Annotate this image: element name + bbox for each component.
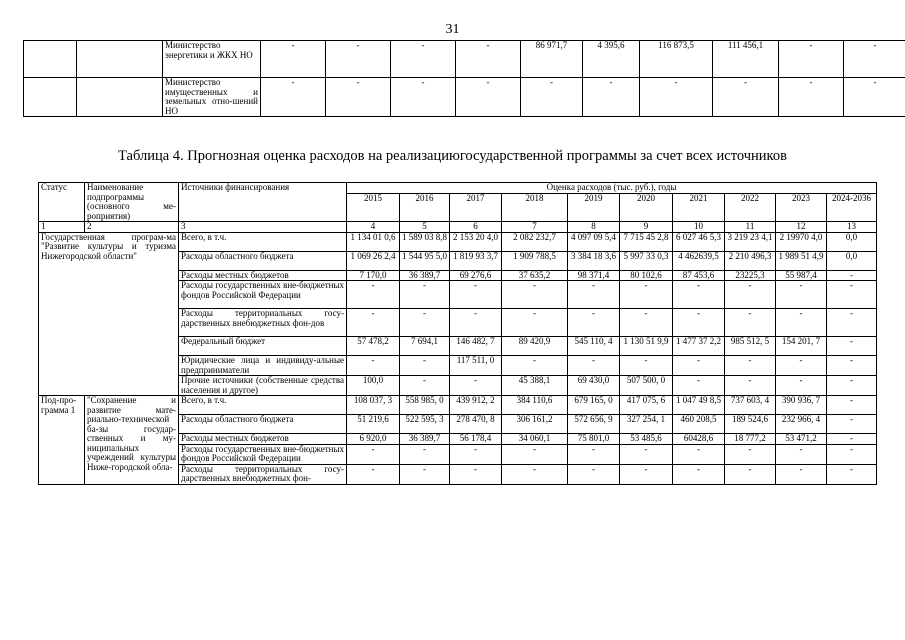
empty-cell bbox=[77, 41, 163, 78]
expense-value: - bbox=[673, 464, 725, 484]
expense-value: 36 389,7 bbox=[400, 434, 450, 445]
subprogram-name: "Сохранение и развитие мате-риально-технической ба-зы государ-ственных и му-ниципальных учреждений культуры Ниже-городской обла- bbox=[85, 396, 179, 485]
expense-value: - bbox=[827, 464, 877, 484]
column-number: 11 bbox=[725, 222, 776, 233]
expense-value: 0,0 bbox=[827, 232, 877, 251]
value-cell: - bbox=[391, 41, 456, 78]
expense-value: - bbox=[568, 356, 620, 376]
expense-value: - bbox=[568, 444, 620, 464]
empty-cell bbox=[77, 78, 163, 117]
expense-value: 1 134 01 0,6 bbox=[347, 232, 400, 251]
expense-value: - bbox=[620, 444, 673, 464]
expense-value: - bbox=[347, 444, 400, 464]
column-number: 6 bbox=[450, 222, 502, 233]
expense-value: 7 715 45 2,8 bbox=[620, 232, 673, 251]
expense-value: 51 219,6 bbox=[347, 415, 400, 434]
expense-value: 522 595, 3 bbox=[400, 415, 450, 434]
expense-value: 53 471,2 bbox=[776, 434, 827, 445]
value-cell: - bbox=[779, 41, 844, 78]
expense-value: - bbox=[827, 309, 877, 337]
expense-value: - bbox=[347, 356, 400, 376]
expense-value: 1 909 788,5 bbox=[502, 251, 568, 270]
ministry-label: Министерство имущественных и земельных отно-шений НО bbox=[163, 78, 261, 117]
year-header: 2022 bbox=[725, 193, 776, 221]
expense-value: - bbox=[725, 464, 776, 484]
expense-value: - bbox=[827, 281, 877, 309]
expense-value: - bbox=[450, 444, 502, 464]
value-cell: - bbox=[456, 41, 521, 78]
value-cell: - bbox=[713, 78, 779, 117]
expense-value: - bbox=[827, 337, 877, 356]
expense-value: 679 165, 0 bbox=[568, 396, 620, 415]
expense-value: - bbox=[620, 281, 673, 309]
expense-value: - bbox=[776, 309, 827, 337]
page-number: 31 bbox=[445, 22, 460, 37]
expense-value: 390 936, 7 bbox=[776, 396, 827, 415]
expense-value: 60428,6 bbox=[673, 434, 725, 445]
expense-value: - bbox=[673, 281, 725, 309]
expense-value: 69 276,6 bbox=[450, 270, 502, 281]
expense-value: 80 102,6 bbox=[620, 270, 673, 281]
expense-value: 2 082 232,7 bbox=[502, 232, 568, 251]
value-cell: - bbox=[844, 78, 905, 117]
value-cell: - bbox=[326, 41, 391, 78]
expense-value: 37 635,2 bbox=[502, 270, 568, 281]
forecast-row bbox=[39, 396, 877, 415]
year-header: 2015 bbox=[347, 193, 400, 221]
expense-value: 1 069 26 2,4 bbox=[347, 251, 400, 270]
column-number: 4 bbox=[347, 222, 400, 233]
column-number: 12 bbox=[776, 222, 827, 233]
header-status: Статус bbox=[39, 183, 85, 222]
year-header: 2023 bbox=[776, 193, 827, 221]
expense-value: 4 097 09 5,4 bbox=[568, 232, 620, 251]
expense-value: - bbox=[400, 356, 450, 376]
expense-value: 507 500, 0 bbox=[620, 376, 673, 396]
column-number: 2 bbox=[85, 222, 179, 233]
year-header: 2018 bbox=[502, 193, 568, 221]
column-number: 7 bbox=[502, 222, 568, 233]
funding-source: Юридические лица и индивиду-альные предприниматели bbox=[179, 356, 347, 376]
expense-value: - bbox=[400, 281, 450, 309]
funding-source: Расходы территориальных госу-дарственных внебюджетных фон- bbox=[179, 464, 347, 484]
expense-value: - bbox=[620, 464, 673, 484]
top-table-row bbox=[24, 78, 905, 117]
expense-value: 117 511, 0 bbox=[450, 356, 502, 376]
funding-source: Всего, в т.ч. bbox=[179, 232, 347, 251]
expense-value: 4 462639,5 bbox=[673, 251, 725, 270]
expense-value: 7 694,1 bbox=[400, 337, 450, 356]
expense-value: 439 912, 2 bbox=[450, 396, 502, 415]
expense-value: 89 420,9 bbox=[502, 337, 568, 356]
expense-value: 6 920,0 bbox=[347, 434, 400, 445]
expense-value: - bbox=[620, 309, 673, 337]
top-table-row bbox=[24, 41, 905, 78]
expense-value: - bbox=[827, 415, 877, 434]
expense-value: - bbox=[450, 464, 502, 484]
expense-value: - bbox=[673, 444, 725, 464]
year-header: 2020 bbox=[620, 193, 673, 221]
expense-value: 232 966, 4 bbox=[776, 415, 827, 434]
value-cell: - bbox=[261, 78, 326, 117]
expense-value: 34 060,1 bbox=[502, 434, 568, 445]
value-cell: 111 456,1 bbox=[713, 41, 779, 78]
expense-value: 36 389,7 bbox=[400, 270, 450, 281]
column-number: 8 bbox=[568, 222, 620, 233]
expense-value: - bbox=[673, 356, 725, 376]
expense-value: 2 210 496,3 bbox=[725, 251, 776, 270]
forecast-table bbox=[38, 182, 877, 485]
expense-value: - bbox=[776, 376, 827, 396]
expense-value: 189 524,6 bbox=[725, 415, 776, 434]
expense-value: 1 544 95 5,0 bbox=[400, 251, 450, 270]
expense-value: 108 037, 3 bbox=[347, 396, 400, 415]
expense-value: 460 208,5 bbox=[673, 415, 725, 434]
expense-value: - bbox=[400, 376, 450, 396]
expense-value: - bbox=[725, 444, 776, 464]
expense-value: 278 470, 8 bbox=[450, 415, 502, 434]
column-number: 3 bbox=[179, 222, 347, 233]
expense-value: 57 478,2 bbox=[347, 337, 400, 356]
expense-value: - bbox=[502, 444, 568, 464]
expense-value: - bbox=[347, 281, 400, 309]
funding-source: Расходы государственных вне-бюджетных фондов Российской Федерации bbox=[179, 281, 347, 309]
expense-value: 737 603, 4 bbox=[725, 396, 776, 415]
column-number: 5 bbox=[400, 222, 450, 233]
value-cell: - bbox=[326, 78, 391, 117]
column-number: 9 bbox=[620, 222, 673, 233]
year-header: 2021 bbox=[673, 193, 725, 221]
value-cell: - bbox=[521, 78, 583, 117]
expense-value: 1 047 49 8,5 bbox=[673, 396, 725, 415]
expense-value: 572 656, 9 bbox=[568, 415, 620, 434]
expense-value: 327 254, 1 bbox=[620, 415, 673, 434]
expense-value: 18 777,2 bbox=[725, 434, 776, 445]
empty-cell bbox=[24, 41, 77, 78]
funding-source: Расходы местных бюджетов bbox=[179, 270, 347, 281]
expense-value: 146 482, 7 bbox=[450, 337, 502, 356]
value-cell: - bbox=[779, 78, 844, 117]
expense-value: - bbox=[776, 356, 827, 376]
expense-value: 417 075, 6 bbox=[620, 396, 673, 415]
funding-source: Прочие источники (собственные средства населения и другое) bbox=[179, 376, 347, 396]
expense-value: 1 589 03 8,8 bbox=[400, 232, 450, 251]
funding-source: Расходы областного бюджета bbox=[179, 251, 347, 270]
expense-value: 7 170,0 bbox=[347, 270, 400, 281]
expense-value: 69 430,0 bbox=[568, 376, 620, 396]
table-title: Таблица 4. Прогнозная оценка расходов на реализациюгосударственной программы за счет всех источников bbox=[118, 148, 787, 164]
funding-source: Всего, в т.ч. bbox=[179, 396, 347, 415]
funding-source: Расходы территориальных госу-дарственных внебюджетных фон-дов bbox=[179, 309, 347, 337]
expense-value: 558 985, 0 bbox=[400, 396, 450, 415]
expense-value: - bbox=[568, 281, 620, 309]
expense-value: 87 453,6 bbox=[673, 270, 725, 281]
expense-value: - bbox=[502, 281, 568, 309]
subprogram-status: Под-про-грамма 1 bbox=[39, 396, 85, 485]
value-cell: - bbox=[261, 41, 326, 78]
header-name: Наименование подпрограммы (основного ме-роприятия) bbox=[85, 183, 179, 222]
expense-value: 98 371,4 bbox=[568, 270, 620, 281]
value-cell: 116 873,5 bbox=[640, 41, 713, 78]
expense-value: - bbox=[725, 356, 776, 376]
expense-value: - bbox=[400, 464, 450, 484]
forecast-row bbox=[39, 232, 877, 251]
expense-value: - bbox=[620, 356, 673, 376]
expense-value: 53 485,6 bbox=[620, 434, 673, 445]
expense-value: 3 219 23 4,1 bbox=[725, 232, 776, 251]
header-sources: Источники финансирования bbox=[179, 183, 347, 222]
value-cell: 86 971,7 bbox=[521, 41, 583, 78]
header-estimate: Оценка расходов (тыс. руб.), годы bbox=[347, 183, 877, 194]
expense-value: - bbox=[827, 356, 877, 376]
expense-value: 2 153 20 4,0 bbox=[450, 232, 502, 251]
expense-value: - bbox=[450, 281, 502, 309]
value-cell: 4 395,6 bbox=[583, 41, 640, 78]
column-number: 1 bbox=[39, 222, 85, 233]
expense-value: 985 512, 5 bbox=[725, 337, 776, 356]
funding-source: Федеральный бюджет bbox=[179, 337, 347, 356]
expense-value: 2 19970 4,0 bbox=[776, 232, 827, 251]
expense-value: 55 987,4 bbox=[776, 270, 827, 281]
expense-value: 1 130 51 9,9 bbox=[620, 337, 673, 356]
expense-value: 1 477 37 2,2 bbox=[673, 337, 725, 356]
value-cell: - bbox=[844, 41, 905, 78]
expense-value: 545 110, 4 bbox=[568, 337, 620, 356]
expense-value: - bbox=[827, 434, 877, 445]
expense-value: - bbox=[725, 376, 776, 396]
top-table bbox=[23, 40, 905, 117]
expense-value: - bbox=[776, 464, 827, 484]
expense-value: 306 161,2 bbox=[502, 415, 568, 434]
expense-value: - bbox=[400, 444, 450, 464]
expense-value: - bbox=[450, 309, 502, 337]
year-header: 2024-2036 bbox=[827, 193, 877, 221]
year-header: 2017 bbox=[450, 193, 502, 221]
value-cell: - bbox=[456, 78, 521, 117]
ministry-label: Министерство энергетики и ЖКХ НО bbox=[163, 41, 261, 78]
expense-value: 45 388,1 bbox=[502, 376, 568, 396]
expense-value: - bbox=[400, 309, 450, 337]
expense-value: - bbox=[568, 464, 620, 484]
expense-value: - bbox=[673, 376, 725, 396]
expense-value: 56 178,4 bbox=[450, 434, 502, 445]
expense-value: 154 201, 7 bbox=[776, 337, 827, 356]
expense-value: - bbox=[568, 309, 620, 337]
expense-value: 384 110,6 bbox=[502, 396, 568, 415]
expense-value: 1 989 51 4,9 bbox=[776, 251, 827, 270]
expense-value: - bbox=[502, 356, 568, 376]
column-number: 13 bbox=[827, 222, 877, 233]
value-cell: - bbox=[583, 78, 640, 117]
expense-value: - bbox=[725, 281, 776, 309]
expense-value: 5 997 33 0,3 bbox=[620, 251, 673, 270]
expense-value: - bbox=[725, 309, 776, 337]
expense-value: 100,0 bbox=[347, 376, 400, 396]
year-header: 2019 bbox=[568, 193, 620, 221]
funding-source: Расходы местных бюджетов bbox=[179, 434, 347, 445]
empty-cell bbox=[24, 78, 77, 117]
expense-value: 1 819 93 3,7 bbox=[450, 251, 502, 270]
expense-value: - bbox=[347, 309, 400, 337]
expense-value: 0,0 bbox=[827, 251, 877, 270]
expense-value: - bbox=[776, 444, 827, 464]
value-cell: - bbox=[391, 78, 456, 117]
expense-value: - bbox=[827, 444, 877, 464]
column-number: 10 bbox=[673, 222, 725, 233]
expense-value: 23225,3 bbox=[725, 270, 776, 281]
expense-value: - bbox=[827, 376, 877, 396]
value-cell: - bbox=[640, 78, 713, 117]
expense-value: - bbox=[827, 270, 877, 281]
funding-source: Расходы государственных вне-бюджетных фондов Российской Федерации bbox=[179, 444, 347, 464]
expense-value: - bbox=[502, 464, 568, 484]
program-status: Государственная програм-ма "Развитие культуры и туризма Нижегородской области" bbox=[39, 232, 179, 396]
expense-value: 6 027 46 5,3 bbox=[673, 232, 725, 251]
expense-value: - bbox=[450, 376, 502, 396]
expense-value: 3 384 18 3,6 bbox=[568, 251, 620, 270]
expense-value: 75 801,0 bbox=[568, 434, 620, 445]
expense-value: - bbox=[673, 309, 725, 337]
expense-value: - bbox=[827, 396, 877, 415]
expense-value: - bbox=[347, 464, 400, 484]
year-header: 2016 bbox=[400, 193, 450, 221]
funding-source: Расходы областного бюджета bbox=[179, 415, 347, 434]
expense-value: - bbox=[502, 309, 568, 337]
expense-value: - bbox=[776, 281, 827, 309]
